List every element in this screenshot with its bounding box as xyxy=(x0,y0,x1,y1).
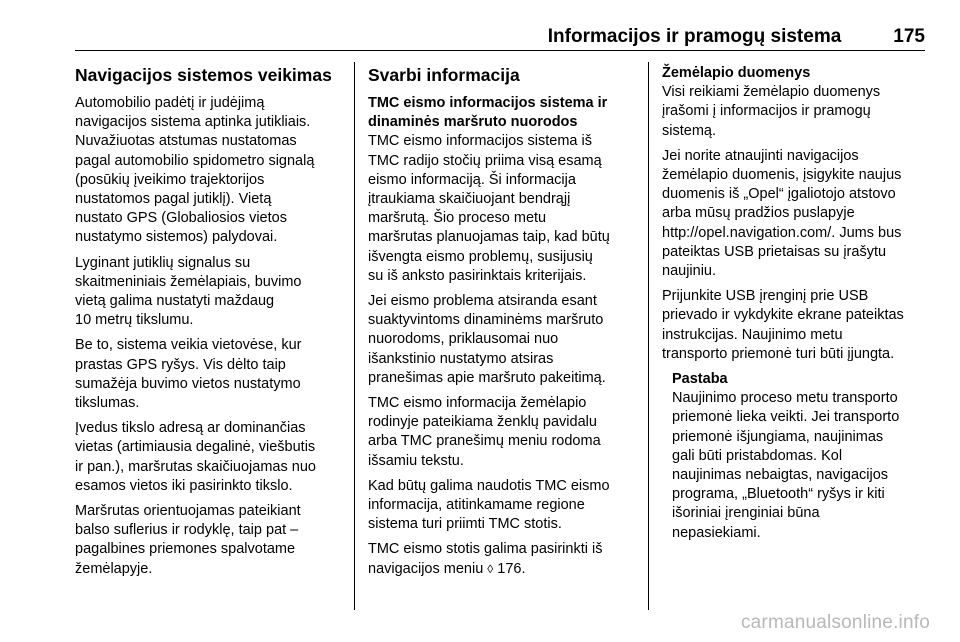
paragraph xyxy=(662,83,930,141)
text-line: žemėlapio duomenis, įsigykite naujus xyxy=(662,167,902,184)
text-line: duomenis iš „Opel“ įgaliotojo atstovo xyxy=(662,186,896,203)
text-line: balso suflerius ir rodyklę, taip pat – xyxy=(75,522,299,539)
section-body xyxy=(368,132,636,534)
text-line: prievado ir vykdykite ekrane pateiktas xyxy=(662,307,904,324)
column-navigation-operation xyxy=(75,64,343,585)
paragraph xyxy=(75,94,343,248)
text-line: naujinimas nebaigtas, navigacijos xyxy=(672,467,889,484)
text-line: nustatymo sistemos) palydovai. xyxy=(75,229,278,246)
text-line: išoriniai įrenginiai būna xyxy=(672,505,820,522)
text-line: sistema turi priimti TMC stotis. xyxy=(368,516,562,533)
page-reference-link[interactable]: 176. xyxy=(493,560,526,577)
text-line: TMC eismo informacijos sistema ir xyxy=(368,95,608,111)
text-line: priemonė lieka veikti. Jei transporto xyxy=(672,409,900,426)
text-line: skaitmeniniais žemėlapiais, buvimo xyxy=(75,273,302,290)
paragraph xyxy=(75,254,343,331)
text-line: arba TMC pranešimų meniu rodoma xyxy=(368,433,601,450)
text-line: tikslumas. xyxy=(75,395,140,412)
text-line: Prijunkite USB įrenginį prie USB xyxy=(662,288,869,305)
text-line: Maršrutas orientuojamas pateikiant xyxy=(75,503,301,520)
note-body xyxy=(672,389,930,543)
text-line: Jei eismo problema atsiranda esant xyxy=(368,293,597,310)
paragraph xyxy=(368,477,636,535)
text-line: nuorodoms, priklausomai nuo xyxy=(368,331,559,348)
text-line: nepasiekiami. xyxy=(672,524,761,541)
text-line: Automobilio padėtį ir judėjimą xyxy=(75,95,265,111)
paragraph xyxy=(75,336,343,413)
text-line: 10 metrų tikslumu. xyxy=(75,312,194,329)
text-line: įtraukiama skaičiuojant bendrąjį xyxy=(368,191,571,208)
text-line: vietą galima nustatyti maždaug xyxy=(75,293,275,310)
page-number: 175 xyxy=(893,26,925,47)
paragraph-menu-reference: TMC eismo stotis galima pasirinkti iš navigacijos meniu ◊ 176. xyxy=(368,541,603,577)
section-heading: Navigacijos sistemos veikimas xyxy=(75,65,332,85)
text-line: Visi reikiami žemėlapio duomenys xyxy=(662,84,881,101)
text-line: pranešimas apie maršruto pakeitimą. xyxy=(368,369,606,386)
text-line: ir pan.), maršrutas skaičiuojamas nuo xyxy=(75,458,316,475)
text-line: TMC eismo informacijos sistema iš xyxy=(368,133,592,150)
subsection-heading xyxy=(368,94,636,132)
paragraph xyxy=(368,292,636,388)
text-line: dinaminės maršruto nuorodos xyxy=(368,114,578,131)
text-line: pateiktas USB prietaisas su įrašytu xyxy=(662,243,887,260)
text-line: maršrutas planuojamas taip, kad būtų xyxy=(368,229,610,246)
text-line: žemėlapyje. xyxy=(75,560,153,577)
subsection-heading: Žemėlapio duomenys xyxy=(662,65,811,81)
text-line: instrukcijas. Naujinimo metu xyxy=(662,326,843,343)
paragraph xyxy=(662,147,930,281)
text-line: transporto priemonė turi būti įjungta. xyxy=(662,345,895,362)
text-line: http://opel.navigation.com/. Jums bus xyxy=(662,224,902,241)
text-line: (posūkių įveikimo trajektorijos xyxy=(75,171,265,188)
note-title: Pastaba xyxy=(672,371,728,388)
column-important-info xyxy=(368,64,636,585)
text-line: informacija, atitinkamame regione xyxy=(368,497,585,514)
text-line: Be to, sistema veikia vietovėse, kur xyxy=(75,337,302,354)
section-heading: Svarbi informacija xyxy=(368,65,520,85)
text-line: prastas GPS ryšys. Vis dėlto taip xyxy=(75,356,286,373)
text-line: navigacijos sistema aptinka jutikliais. xyxy=(75,114,311,131)
text-line: vietas (artimiausia degalinė, viešbutis xyxy=(75,439,316,456)
text-line: Lyginant jutiklių signalus su xyxy=(75,254,251,271)
text-line: Kad būtų galima naudotis TMC eismo xyxy=(368,477,610,494)
text-line: Įvedus tikslo adresą ar dominančias xyxy=(75,420,306,437)
text-line: Jei norite atnaujinti navigacijos xyxy=(662,147,859,164)
paragraph xyxy=(75,502,343,579)
text-line: pagalbines priemones spalvotame xyxy=(75,541,296,558)
text-line: eismo informaciją. Ši informacija xyxy=(368,171,576,188)
text-line: rodinyje pateikiama ženklų pavidalu xyxy=(368,414,597,431)
paragraph xyxy=(75,419,343,496)
header-divider xyxy=(75,50,925,51)
text-line: maršrutą. Šio proceso metu xyxy=(368,210,547,227)
paragraph xyxy=(368,394,636,471)
section-body xyxy=(75,94,343,579)
page-reference-icon: ◊ xyxy=(487,561,494,576)
text-line: išankstinio nustatymo atsiras xyxy=(368,350,554,367)
text-line: nustatomos pagal jutiklį). Vietą xyxy=(75,191,272,208)
text-line: programa, „Bluetooth“ ryšys ir kiti xyxy=(672,486,885,503)
column-divider-2 xyxy=(648,62,649,610)
text-line: išsamiu tekstu. xyxy=(368,452,464,469)
text-line: Naujinimo proceso metu transporto xyxy=(672,390,898,407)
text-line: gali būti pristabdomas. Kol xyxy=(672,447,843,464)
text-line: nustato GPS (Globaliosios vietos xyxy=(75,210,287,227)
text-line: Nuvažiuotas atstumas nustatomas xyxy=(75,133,297,150)
page-title: Informacijos ir pramogų sistema xyxy=(547,26,842,47)
text-line: esamos vietos iki pasirinkto tikslo. xyxy=(75,477,293,494)
column-divider-1 xyxy=(354,62,355,610)
paragraph xyxy=(662,287,930,364)
text-line: suaktyvintoms dinaminėms maršruto xyxy=(368,312,604,329)
note-box xyxy=(672,370,930,543)
text-line: sistemą. xyxy=(662,122,716,139)
text-line: TMC eismo informacija žemėlapio xyxy=(368,395,587,412)
section-body xyxy=(662,83,930,364)
text-line: įrašomi į informacijos ir pramogų xyxy=(662,103,871,120)
column-map-data xyxy=(662,64,930,543)
paragraph xyxy=(368,132,636,286)
text-line: TMC radijo stočių priima visą esamą xyxy=(368,152,602,169)
text-line: pagal automobilio spidometro signalą xyxy=(75,152,315,169)
text-line: naujiniu. xyxy=(662,263,717,280)
text-line: arba mūsų pradžios puslapyje xyxy=(662,205,855,222)
watermark: carmanualsonline.info xyxy=(740,612,930,633)
text-line: išvengta eismo problemų, susijusių xyxy=(368,248,593,265)
text-line: priemonė išjungiama, naujinimas xyxy=(672,428,884,445)
text-line: su iš anksto pasirinktais kriterijais. xyxy=(368,267,587,284)
text-line: sumažėja buvimo vietos nustatymo xyxy=(75,375,301,392)
